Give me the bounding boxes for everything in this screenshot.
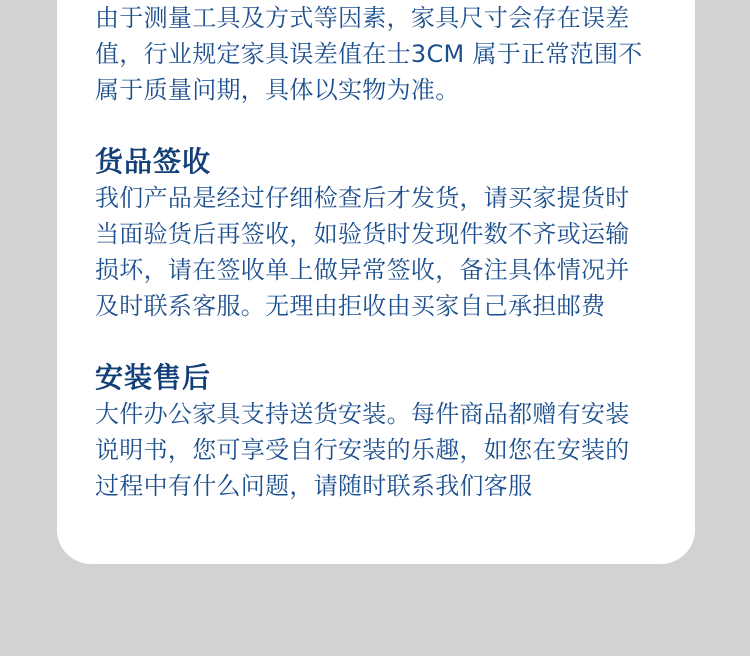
installation-section [95, 360, 670, 504]
installation-heading: 安装售后 [95, 361, 212, 394]
goods-receipt-heading: 货品签收 [95, 145, 212, 178]
installation-text: 大件办公家具支持送货安装。每件商品都赠有安装 说明书，您可享受自行安装的乐趣，如您在安装的 过程中有什么问题，请随时联系我们客服 [95, 400, 630, 500]
dimension-note-section [95, 0, 670, 108]
dimension-note-text: 由于测量工具及方式等因素，家具尺寸会存在误差 值，行业规定家具误差值在士3CM 属于正常范围不 属于质量问期，具体以实物为准。 [95, 4, 643, 104]
goods-receipt-text: 我们产品是经过仔细检查后才发货，请买家提货时 当面验货后再签收，如验货时发现件数不齐或运输 损坏，请在签收单上做异常签收，备注具体情况并 及时联系客服。无理由拒收由买家自己承担邮费 [95, 184, 630, 320]
goods-receipt-section [95, 144, 670, 324]
